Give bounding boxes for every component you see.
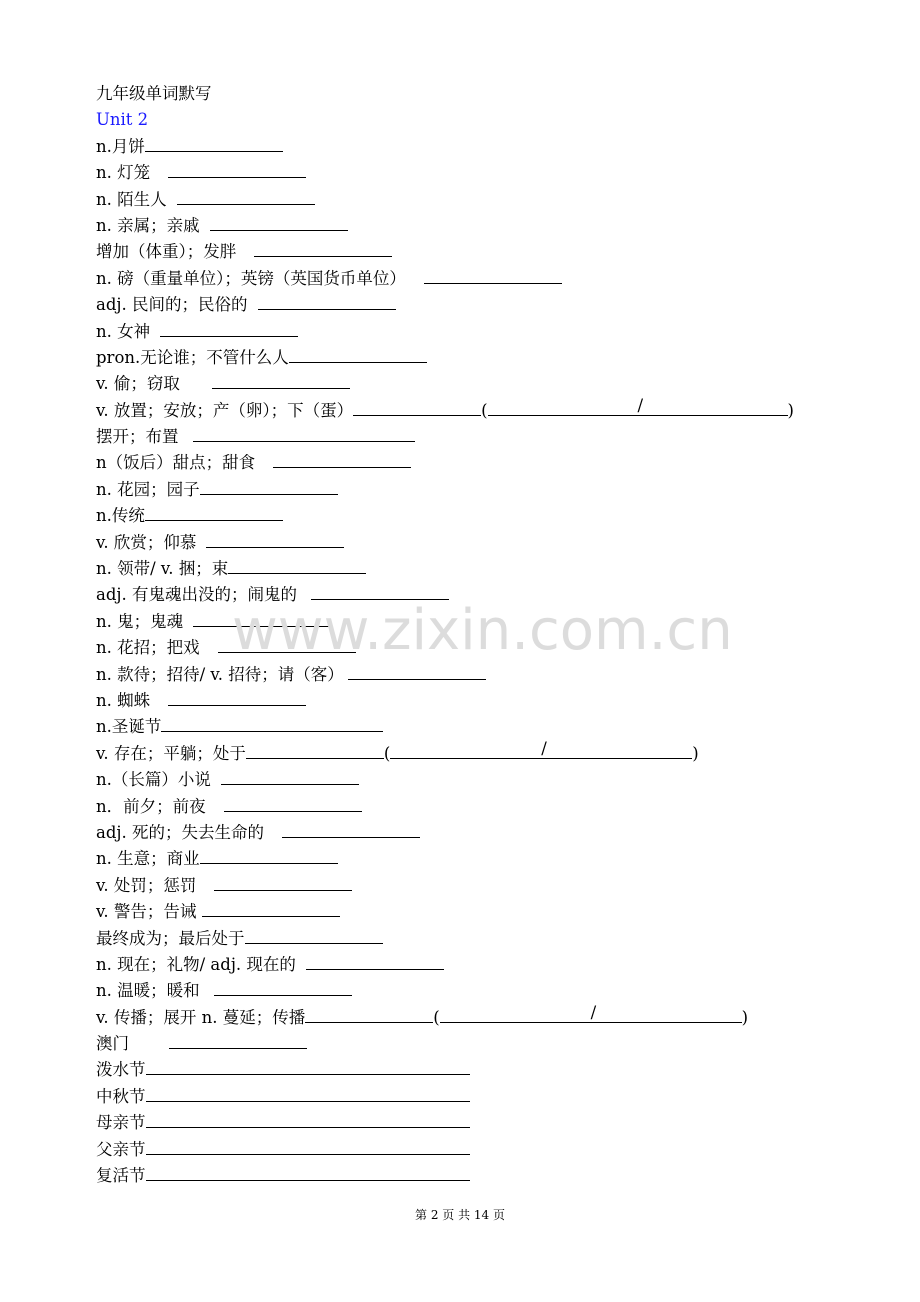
vocab-item: [96, 187, 856, 213]
vocab-item: [96, 714, 856, 740]
answer-blank[interactable]: [169, 1031, 307, 1049]
vocab-prompt: 摆开；布置: [96, 427, 179, 447]
vocab-item: [96, 635, 856, 661]
worksheet: [96, 81, 856, 1189]
vocab-prompt: n. 陌生人: [96, 189, 167, 209]
vocab-item: [96, 239, 856, 265]
vocab-item: [96, 899, 856, 925]
answer-blank[interactable]: [212, 371, 350, 389]
vocab-item: [96, 134, 856, 160]
vocab-item: [96, 371, 856, 397]
vocab-item: [96, 582, 856, 608]
vocab-prompt: n. 蜘蛛: [96, 690, 151, 710]
vocab-prompt: n. 磅（重量单位）；英镑（英国货币单位）: [96, 268, 406, 288]
answer-blank[interactable]: [206, 530, 344, 548]
vocab-prompt: n．前夕；前夜: [96, 796, 206, 816]
vocab-prompt: n. 现在；礼物/ adj. 现在的: [96, 954, 296, 974]
vocab-prompt: n. 亲属；亲戚: [96, 215, 200, 235]
answer-blank[interactable]: [282, 820, 420, 838]
answer-blank[interactable]: [258, 292, 396, 310]
vocab-item: [96, 978, 856, 1004]
answer-blank[interactable]: [214, 978, 352, 996]
forms-paren: ( / ): [481, 395, 794, 420]
vocab-item: [96, 1110, 856, 1136]
vocab-prompt: 增加（体重）；发胖: [96, 242, 237, 262]
vocab-item: [96, 319, 856, 345]
answer-blank[interactable]: [168, 688, 306, 706]
vocab-prompt: 最终成为；最后处于: [96, 928, 245, 948]
page-footer: 第 2 页 共 14 页: [415, 1208, 505, 1222]
answer-blank[interactable]: [146, 1057, 470, 1075]
vocab-prompt: n. 生意；商业: [96, 849, 200, 869]
vocab-prompt: n. 款待；招待/ v. 招待；请（客）: [96, 664, 344, 684]
answer-blank[interactable]: [202, 899, 340, 917]
answer-blank[interactable]: [146, 1137, 470, 1155]
vocab-prompt: v. 偷；窃取: [96, 374, 180, 394]
vocab-item: [96, 1137, 856, 1163]
answer-blank[interactable]: [311, 582, 449, 600]
forms-blank[interactable]: /: [440, 1005, 742, 1023]
vocab-item: [96, 873, 856, 899]
answer-blank[interactable]: [221, 767, 359, 785]
vocab-prompt: n.传统: [96, 506, 145, 526]
vocab-prompt: v. 处罚；惩罚: [96, 875, 197, 895]
answer-blank[interactable]: [168, 160, 306, 178]
forms-blank[interactable]: /: [390, 741, 692, 759]
answer-blank[interactable]: [246, 741, 384, 759]
vocab-item: [96, 1002, 856, 1031]
vocab-prompt: n.（长篇）小说: [96, 770, 211, 790]
answer-blank[interactable]: [193, 609, 331, 627]
answer-blank[interactable]: [200, 846, 338, 864]
vocab-item: [96, 1163, 856, 1189]
vocab-prompt: n. 花园；园子: [96, 479, 200, 499]
vocab-item: [96, 213, 856, 239]
vocab-item: [96, 952, 856, 978]
answer-blank[interactable]: [200, 477, 338, 495]
watermark: www.zixin.com.cn: [232, 598, 733, 663]
answer-blank[interactable]: [289, 345, 427, 363]
vocab-prompt: v. 存在；平躺；处于: [96, 743, 246, 763]
vocab-prompt: n. 灯笼: [96, 163, 151, 183]
answer-blank[interactable]: [210, 213, 348, 231]
vocab-item: [96, 160, 856, 186]
vocab-item: [96, 424, 856, 450]
vocab-prompt: adj. 死的；失去生命的: [96, 822, 265, 842]
vocab-prompt: n.月饼: [96, 136, 145, 156]
answer-blank[interactable]: [146, 1163, 470, 1181]
answer-blank[interactable]: [161, 714, 383, 732]
answer-blank[interactable]: [254, 239, 392, 257]
vocab-item: [96, 662, 856, 688]
vocab-prompt: 母亲节: [96, 1113, 146, 1133]
answer-blank[interactable]: [160, 319, 298, 337]
vocab-prompt: v. 传播；展开 n. 蔓延；传播: [96, 1007, 306, 1027]
forms-paren: ( / ): [383, 738, 699, 763]
vocab-prompt: n. 温暖；暖和: [96, 981, 200, 1001]
vocab-item: [96, 1057, 856, 1083]
vocab-prompt: 父亲节: [96, 1139, 146, 1159]
vocab-prompt: n. 女神: [96, 321, 151, 341]
answer-blank[interactable]: [146, 1110, 470, 1128]
answer-blank[interactable]: [193, 424, 415, 442]
answer-blank[interactable]: [218, 635, 356, 653]
answer-blank[interactable]: [245, 926, 383, 944]
vocab-prompt: 中秋节: [96, 1086, 146, 1106]
answer-blank[interactable]: [353, 398, 481, 416]
vocab-item: [96, 609, 856, 635]
vocab-item: [96, 820, 856, 846]
answer-blank[interactable]: [306, 952, 444, 970]
vocab-item: [96, 292, 856, 318]
answer-blank[interactable]: [146, 1084, 470, 1102]
vocab-prompt: v. 放置；安放；产（卵）；下（蛋）: [96, 400, 354, 420]
answer-blank[interactable]: [228, 556, 366, 574]
vocab-item: [96, 926, 856, 952]
answer-blank[interactable]: [177, 187, 315, 205]
answer-blank[interactable]: [424, 266, 562, 284]
answer-blank[interactable]: [145, 134, 283, 152]
answer-blank[interactable]: [214, 873, 352, 891]
forms-paren: ( / ): [433, 1002, 749, 1027]
vocab-item: [96, 450, 856, 476]
worksheet-title: 九年级单词默写: [96, 84, 212, 103]
answer-blank[interactable]: [145, 503, 283, 521]
vocab-item: [96, 688, 856, 714]
vocab-item: [96, 556, 856, 582]
vocab-item: [96, 503, 856, 529]
vocab-prompt: n. 花招；把戏: [96, 638, 200, 658]
vocab-prompt: n. 鬼；鬼魂: [96, 611, 184, 631]
vocab-item: [96, 738, 856, 767]
vocab-prompt: adj. 有鬼魂出没的；闹鬼的: [96, 585, 298, 605]
vocab-item: [96, 477, 856, 503]
vocab-prompt: adj. 民间的；民俗的: [96, 295, 248, 315]
unit-heading: Unit 2: [96, 110, 149, 130]
vocab-prompt: pron.无论谁；不管什么人: [96, 347, 289, 367]
vocab-prompt: 澳门: [96, 1034, 129, 1054]
vocab-prompt: 泼水节: [96, 1060, 146, 1080]
vocab-prompt: v. 欣赏；仰慕: [96, 532, 197, 552]
vocab-item: [96, 395, 856, 424]
vocab-prompt: v. 警告；告诫: [96, 902, 197, 922]
answer-blank[interactable]: [348, 662, 486, 680]
answer-blank[interactable]: [305, 1005, 433, 1023]
vocab-item: [96, 530, 856, 556]
vocab-prompt: n. 领带/ v. 捆；束: [96, 559, 229, 579]
answer-blank[interactable]: [224, 794, 362, 812]
vocab-prompt: n（饭后）甜点；甜食: [96, 453, 256, 473]
vocab-item: [96, 1031, 856, 1057]
vocab-prompt: 复活节: [96, 1166, 146, 1186]
vocab-item: [96, 846, 856, 872]
forms-blank[interactable]: /: [488, 398, 788, 416]
vocab-item: [96, 767, 856, 793]
vocab-item: [96, 1084, 856, 1110]
vocab-item: [96, 794, 856, 820]
vocab-prompt: n.圣诞节: [96, 717, 162, 737]
vocab-item: [96, 266, 856, 292]
vocab-item: [96, 345, 856, 371]
answer-blank[interactable]: [273, 450, 411, 468]
